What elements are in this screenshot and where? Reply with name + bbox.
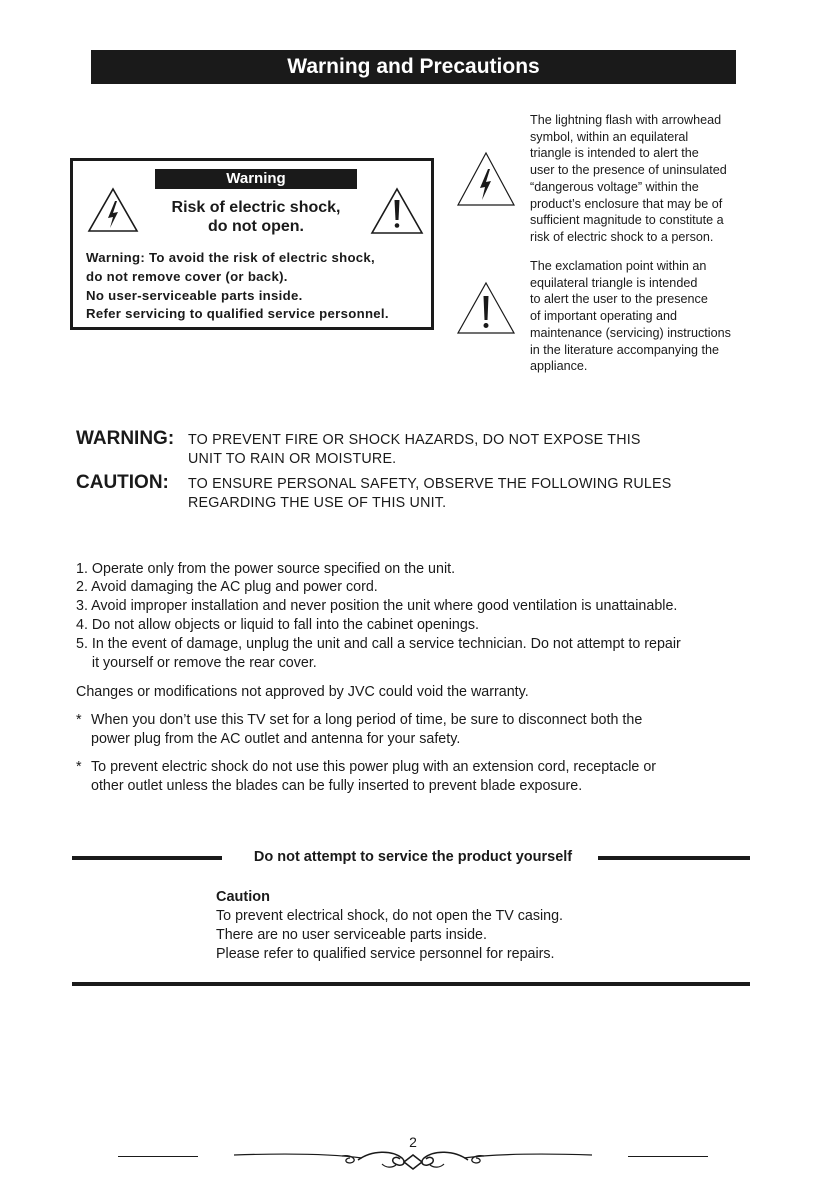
description-line: The exclamation point within an [530, 259, 707, 273]
bullet-marker: * [76, 712, 82, 728]
rule-item: 2. Avoid damaging the AC plug and power cord. [76, 579, 378, 595]
lightning-symbol-icon [455, 150, 517, 208]
description-line: of important operating and [530, 309, 678, 324]
rule-item: 1. Operate only from the power source specified on the unit. [76, 561, 456, 577]
page-number: 2 [409, 1134, 417, 1150]
page-title: Warning and Precautions [91, 50, 736, 84]
description-line: The lightning flash with arrowhead [530, 113, 722, 127]
footer-line-right [628, 1156, 708, 1157]
lightning-symbol-description [530, 112, 770, 246]
caution-text-line-2: REGARDING THE USE OF THIS UNIT. [188, 495, 447, 511]
warning-text-line-1: TO PREVENT FIRE OR SHOCK HAZARDS, DO NOT EXPOSE THIS [188, 432, 641, 448]
lightning-warning-icon [86, 186, 140, 234]
ornament-flourish-icon [232, 1146, 594, 1172]
caution-title: Caution [216, 889, 270, 905]
description-line: in the literature accompanying the [530, 342, 720, 357]
caution-line: To prevent electrical shock, do not open the TV casing. [216, 908, 564, 924]
description-line: equilateral triangle is intended [530, 275, 698, 290]
caution-line: Please refer to qualified service personnel for repairs. [216, 946, 555, 962]
rule-item: 4. Do not allow objects or liquid to fall into the cabinet openings. [76, 617, 479, 633]
bullet-line: When you don’t use this TV set for a long period of time, be sure to disconnect both the [91, 712, 643, 728]
rule-item: it yourself or remove the rear cover. [76, 655, 317, 671]
description-line: user to the presence of uninsulated [530, 163, 727, 178]
description-line: sufficient magnitude to constitute a [530, 213, 724, 228]
changes-note: Changes or modifications not approved by JVC could void the warranty. [76, 684, 529, 700]
bullet-line: other outlet unless the blades can be fully inserted to prevent blade exposure. [91, 778, 583, 794]
footer-line-left [118, 1156, 198, 1157]
bullet-line: power plug from the AC outlet and antenna for your safety. [91, 731, 461, 747]
divider [598, 856, 750, 860]
description-line: symbol, within an equilateral [530, 129, 689, 144]
warning-box-line: Warning: To avoid the risk of electric shock, [86, 250, 376, 265]
bullet-marker: * [76, 759, 82, 775]
caution-line: There are no user serviceable parts inside. [216, 927, 487, 943]
warning-box-line: Refer servicing to qualified service personnel. [86, 306, 389, 321]
divider [72, 982, 750, 986]
rule-item: 5. In the event of damage, unplug the unit and call a service technician. Do not attempt to repair [76, 636, 681, 652]
caution-text-line-1: TO ENSURE PERSONAL SAFETY, OBSERVE THE FOLLOWING RULES [188, 476, 672, 492]
warning-text-line-2: UNIT TO RAIN OR MOISTURE. [188, 451, 397, 467]
warning-box-label: Warning [155, 169, 357, 189]
warning-box-line: do not remove cover (or back). [86, 269, 288, 284]
exclamation-symbol-icon [455, 280, 517, 336]
risk-line-2: do not open. [208, 218, 304, 235]
description-line: “dangerous voltage” within the [530, 179, 699, 194]
bullet-line: To prevent electric shock do not use this power plug with an extension cord, receptacle or [91, 759, 657, 775]
warning-label: WARNING: [76, 428, 175, 449]
warning-box-line: No user-serviceable parts inside. [86, 288, 303, 303]
description-line: maintenance (servicing) instructions [530, 325, 731, 340]
rule-item: 3. Avoid improper installation and never position the unit where good ventilation is unattainable. [76, 598, 678, 614]
risk-line-1: Risk of electric shock, [171, 199, 341, 216]
description-line: product’s enclosure that may be of [530, 196, 723, 211]
exclamation-warning-icon [369, 186, 425, 236]
service-heading: Do not attempt to service the product yourself [253, 849, 573, 865]
description-line: risk of electric shock to a person. [530, 229, 714, 244]
caution-label: CAUTION: [76, 472, 169, 493]
description-line: to alert the user to the presence [530, 292, 708, 307]
divider [72, 856, 222, 860]
description-line: appliance. [530, 359, 588, 374]
exclamation-symbol-description [530, 258, 770, 375]
description-line: triangle is intended to alert the [530, 146, 699, 161]
